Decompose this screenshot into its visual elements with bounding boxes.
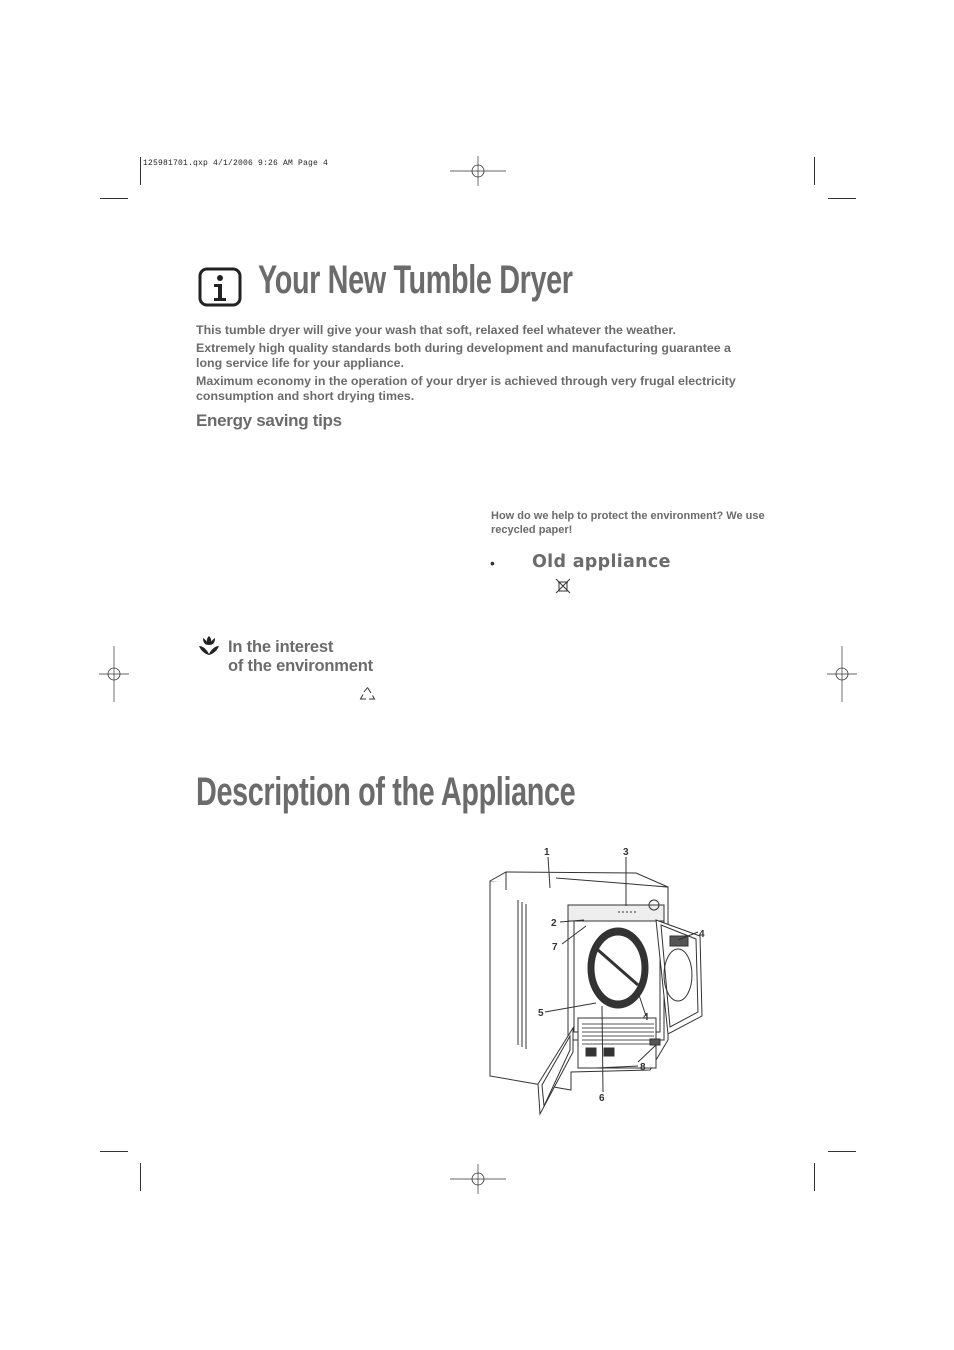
environment-heading-line: of the environment — [228, 657, 373, 675]
registration-mark-left — [99, 646, 129, 702]
registration-mark-right — [827, 646, 857, 702]
registration-mark-top — [450, 156, 506, 186]
old-appliance-heading: Old appliance — [532, 552, 671, 572]
figure-label: 7 — [552, 942, 558, 953]
info-icon — [198, 267, 242, 307]
figure-label: 3 — [623, 847, 629, 858]
crop-mark — [828, 198, 856, 199]
intro-paragraph: This tumble dryer will give your wash that soft, relaxed feel whatever the weather. — [196, 323, 676, 337]
tulip-icon — [197, 634, 221, 656]
bullet: • — [490, 555, 495, 571]
crop-mark — [100, 198, 128, 199]
figure-label: 4 — [699, 929, 705, 940]
intro-paragraph: Maximum economy in the operation of your dryer is achieved through very frugal electricity consumption and short drying times. — [196, 374, 736, 403]
crossed-bin-icon — [555, 578, 571, 594]
figure-label: 2 — [551, 918, 557, 929]
figure-label: 1 — [544, 847, 550, 858]
intro-paragraph: Extremely high quality standards both during development and manufacturing guarantee a long service life for your appliance. — [196, 341, 731, 370]
figure-label: 6 — [599, 1093, 605, 1104]
crop-mark — [814, 1163, 815, 1191]
page-title-new-dryer: Your New Tumble Dryer — [258, 258, 573, 302]
figure-label: 8 — [640, 1062, 646, 1073]
figure-label: 4 — [643, 1012, 649, 1023]
crop-mark — [140, 1163, 141, 1191]
page-title-description: Description of the Appliance — [196, 770, 576, 814]
recycled-paper-note: How do we help to protect the environment? We use recycled paper! — [491, 510, 765, 536]
print-slug: 125981701.qxp 4/1/2006 9:26 AM Page 4 — [143, 159, 329, 168]
environment-heading — [228, 638, 373, 676]
intro-text — [196, 323, 736, 407]
figure-label: 5 — [538, 1008, 544, 1019]
dryer-illustration — [478, 840, 738, 1130]
crop-mark — [828, 1151, 856, 1152]
crop-mark — [140, 157, 141, 185]
crop-mark — [100, 1151, 128, 1152]
registration-mark-bottom — [450, 1164, 506, 1194]
environment-heading-line: In the interest — [228, 638, 334, 656]
energy-saving-heading: Energy saving tips — [196, 411, 342, 430]
crop-mark — [814, 157, 815, 185]
recycle-icon — [359, 686, 376, 701]
